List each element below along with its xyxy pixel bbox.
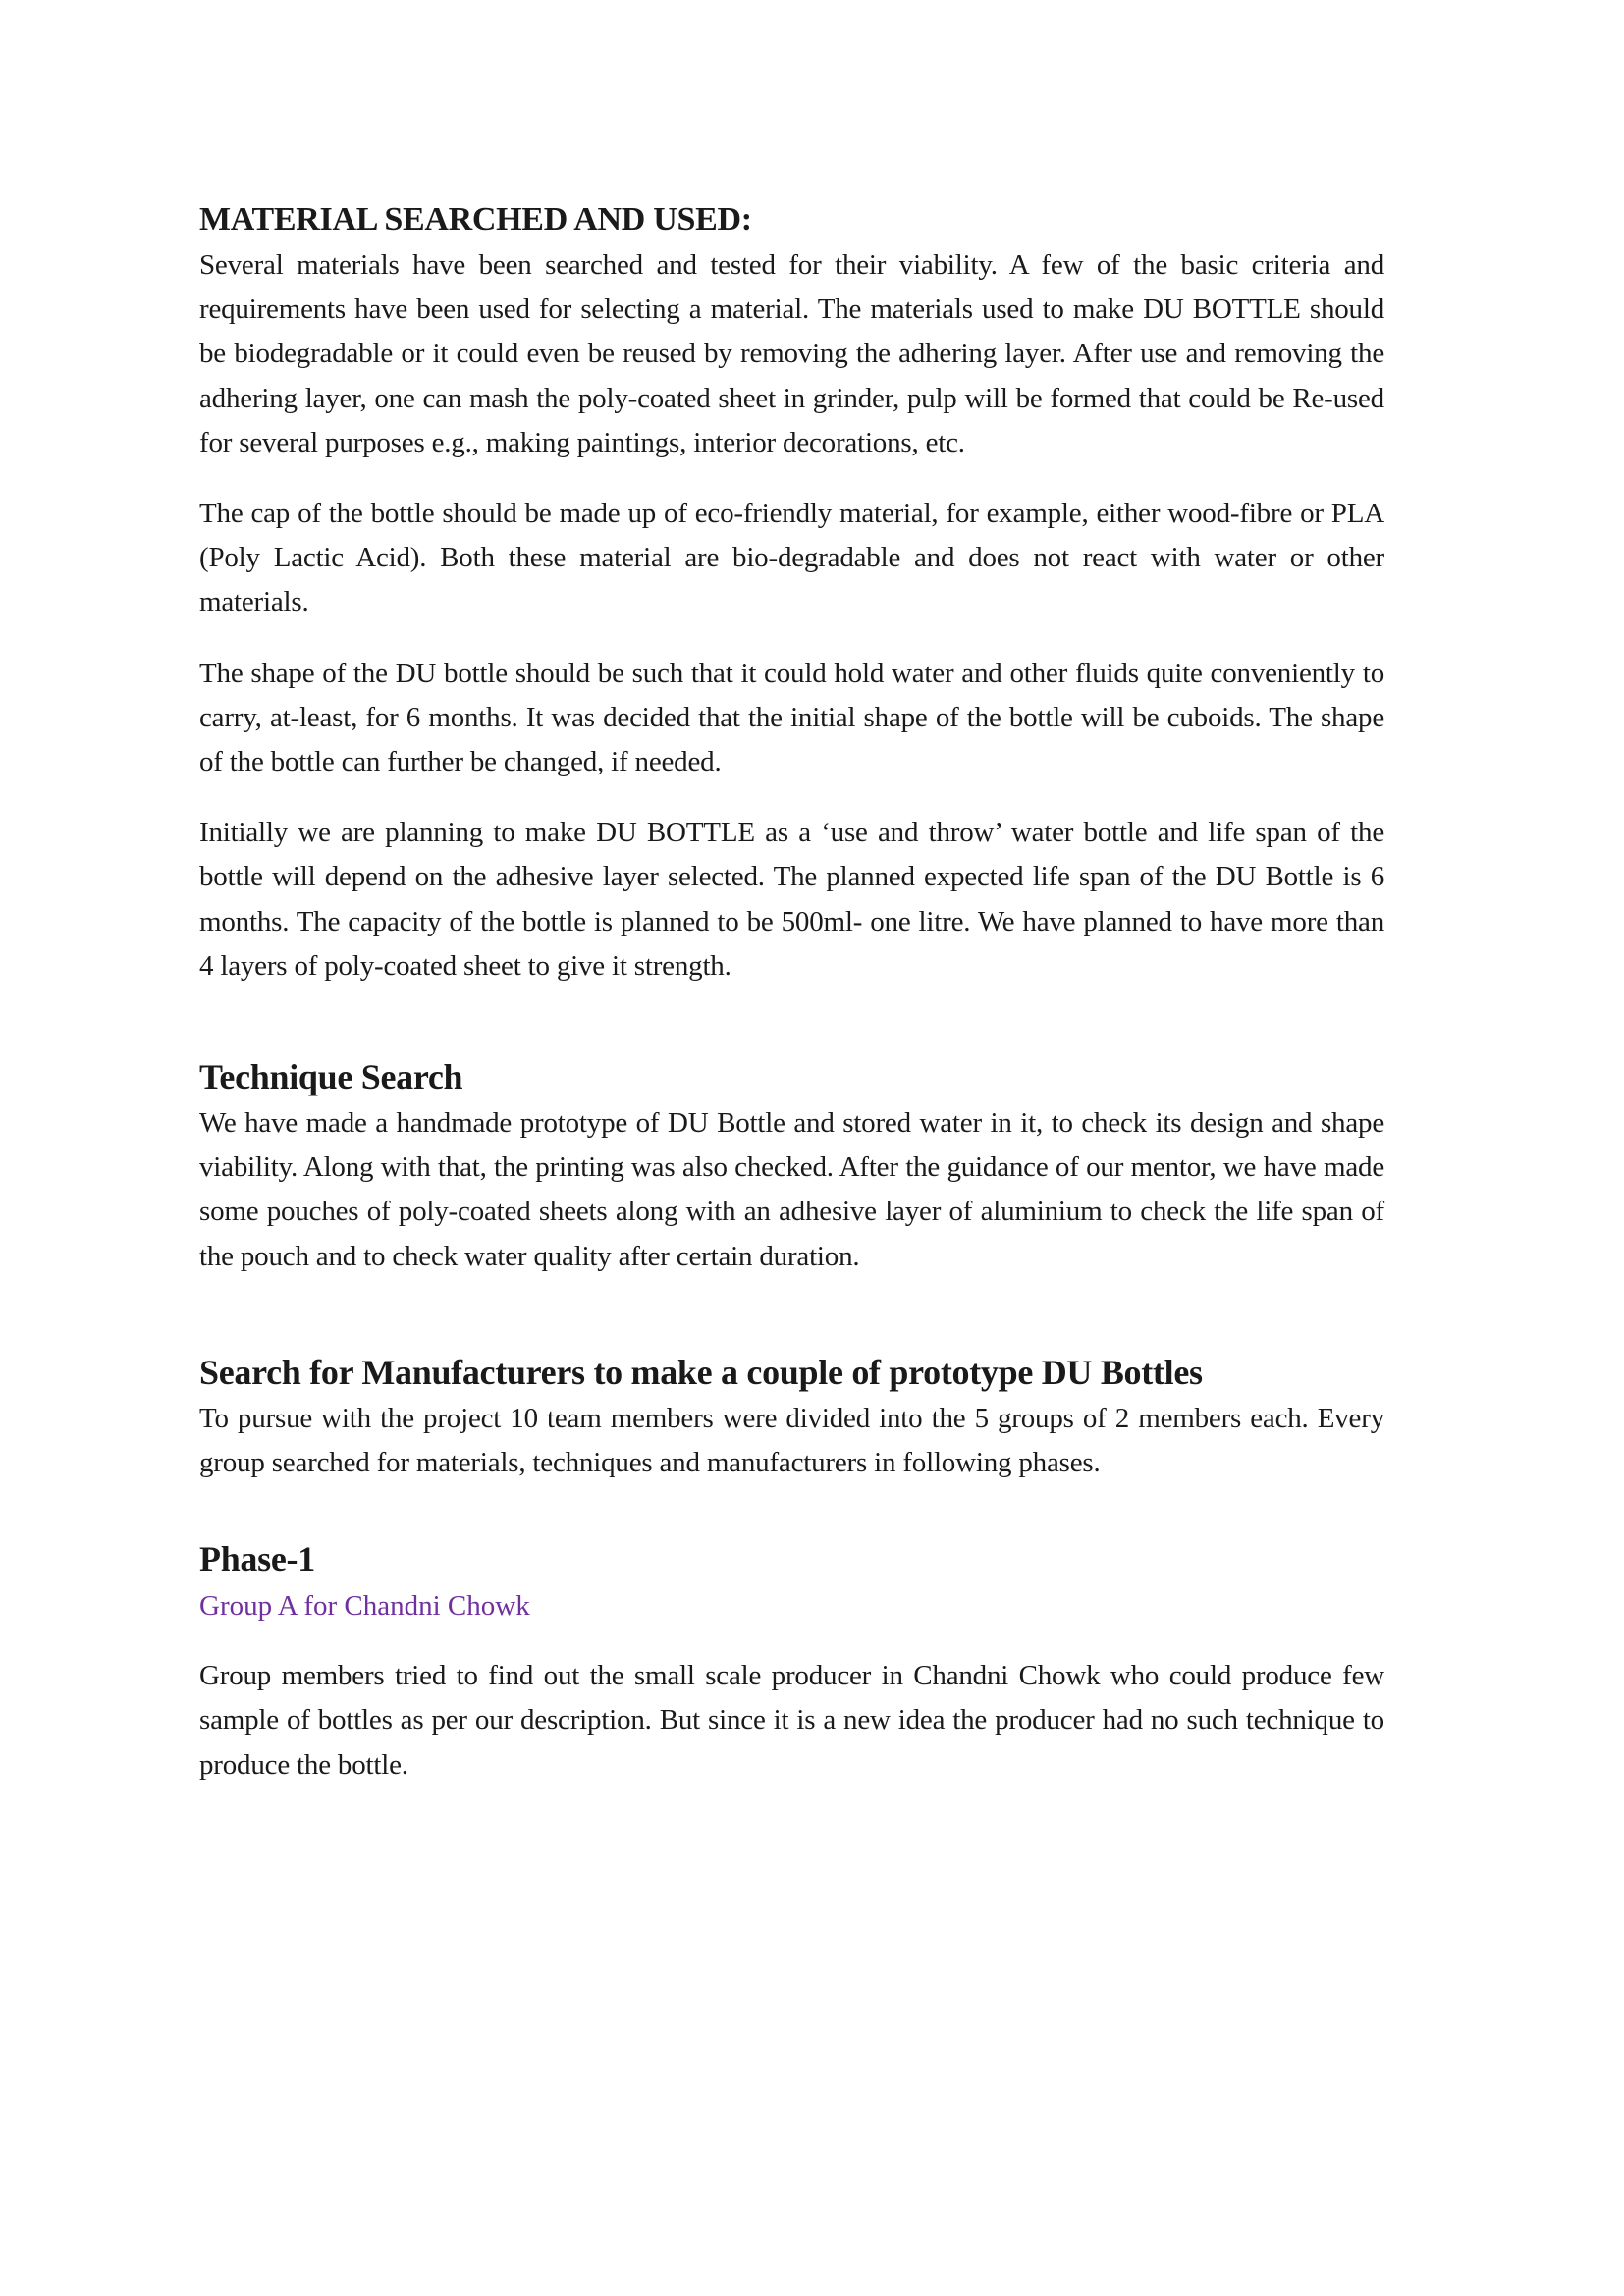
section-search-manufacturers	[199, 1348, 1384, 1485]
paragraph: To pursue with the project 10 team members were divided into the 5 groups of 2 members each. Every group searched for materials, techniques and manufacturers in following phases.	[199, 1402, 1384, 1479]
paragraph: We have made a handmade prototype of DU Bottle and stored water in it, to check its design and shape viability. Along with that, the printing was also checked. After the guidance of our mentor, we have made some pouches of poly-coated sheets along with an adhesive layer of aluminium to check the life span of the pouch and to check water quality after certain duration.	[199, 1107, 1384, 1272]
section-heading: Technique Search	[199, 1057, 463, 1097]
paragraph: Several materials have been searched and tested for their viability. A few of the basic criteria and requirements have been used for selecting a material. The materials used to make DU BOTTLE should be biodegradable or it could even be reused by removing the adhering layer. After use and removing the adhering layer, one can mash the poly-coated sheet in grinder, pulp will be formed that could be Re-used for several purposes e.g., making paintings, interior decorations, etc.	[199, 249, 1384, 458]
paragraph: The cap of the bottle should be made up of eco-friendly material, for example, either wood-fibre or PLA (Poly Lactic Acid). Both these material are bio-degradable and does not react with water or other materials.	[199, 498, 1384, 618]
paragraph: Initially we are planning to make DU BOTTLE as a ‘use and throw’ water bottle and life span of the bottle will depend on the adhesive layer selected. The planned expected life span of the DU Bottle is 6 months. The capacity of the bottle is planned to be 500ml- one litre. We have planned to have more than 4 layers of poly-coated sheet to give it strength.	[199, 817, 1384, 982]
paragraph: Group members tried to find out the small scale producer in Chandni Chowk who could produce few sample of bottles as per our description. But since it is a new idea the producer had no such technique to produce the bottle.	[199, 1660, 1384, 1781]
section-heading: Phase-1	[199, 1539, 315, 1579]
section-phase-1	[199, 1534, 1384, 1788]
paragraph: The shape of the DU bottle should be such that it could hold water and other fluids quite conveniently to carry, at-least, for 6 months. It was decided that the initial shape of the bottle will be cuboids. The shape of the bottle can further be changed, if needed.	[199, 657, 1384, 778]
section-material-searched	[199, 196, 1384, 988]
document-page	[199, 196, 1384, 1788]
group-subheading: Group A for Chandni Chowk	[199, 1590, 530, 1623]
section-heading: MATERIAL SEARCHED AND USED:	[199, 201, 752, 238]
section-heading: Search for Manufacturers to make a couple of prototype DU Bottles	[199, 1352, 1203, 1392]
section-technique-search	[199, 1052, 1384, 1279]
